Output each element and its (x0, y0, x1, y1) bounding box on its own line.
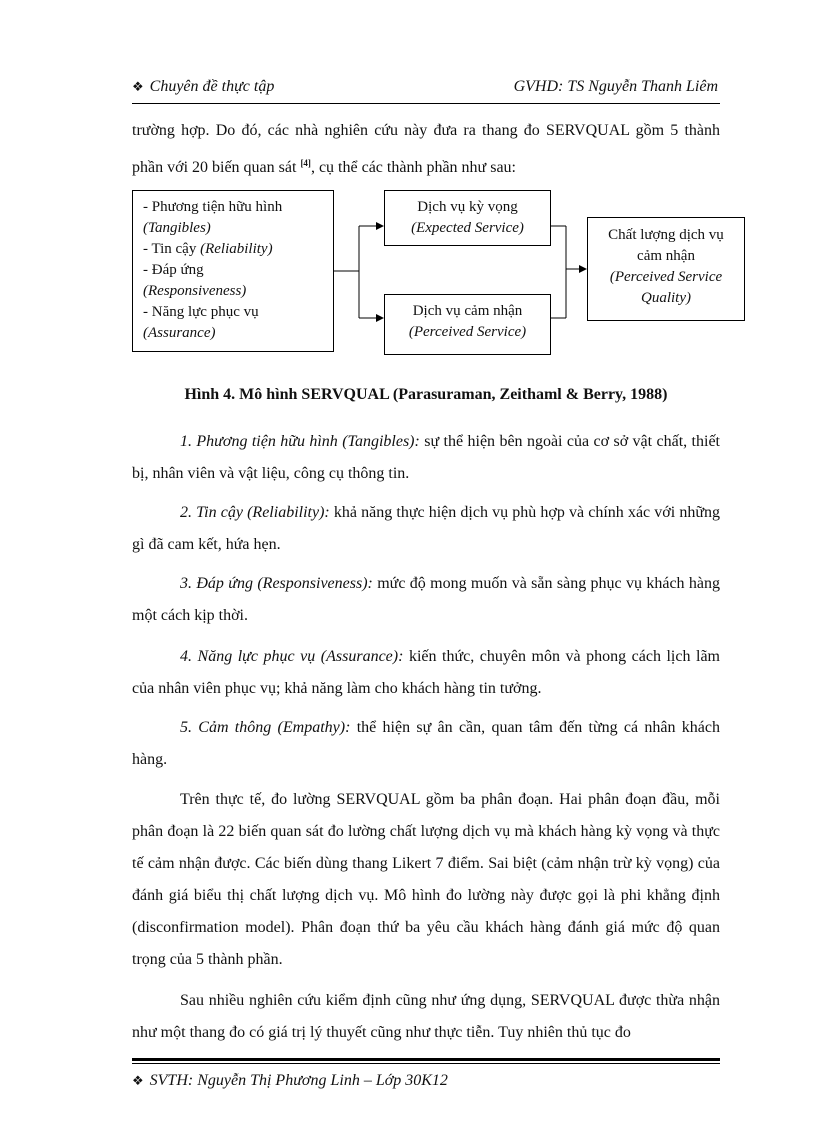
list-item (132, 641, 720, 705)
dimension-responsiveness: - Đáp ứng (143, 262, 204, 278)
perceived-service-subtitle: (Perceived Service) (408, 324, 527, 340)
item-label: 5. Cảm thông (Empathy): (180, 719, 351, 736)
item-label: 1. Phương tiện hữu hình (Tangibles): (180, 433, 420, 450)
header-left (132, 78, 274, 96)
item-text: kiến thức, chuyên môn và phong cách lịch lãm của nhân viên phục vụ; khả năng làm cho khách hàng tin tưởng. (132, 648, 720, 697)
footer-rule-thick (132, 1058, 720, 1061)
expected-service-title: Dịch vụ kỳ vọng (417, 199, 518, 215)
quality-line1: Chất lượng dịch vụ (608, 227, 724, 243)
dimension-assurance: - Năng lực phục vụ (143, 304, 259, 320)
page-header (132, 76, 720, 100)
item-label: 3. Đáp ứng (Responsiveness): (180, 575, 373, 592)
intro-text-after: , cụ thể các thành phần như sau: (310, 159, 516, 176)
header-rule (132, 103, 720, 104)
dimension-responsiveness-en: (Responsiveness) (143, 283, 247, 299)
page-footer (132, 1072, 448, 1090)
diamond-bullet-icon: ❖ (132, 79, 144, 94)
list-item (132, 426, 720, 490)
intro-paragraph (132, 115, 720, 184)
diamond-bullet-icon: ❖ (132, 1073, 144, 1088)
perceived-quality-box (587, 217, 745, 321)
item-text: sự thể hiện bên ngoài của cơ sở vật chất, thiết bị, nhân viên và vật liệu, công cụ thông tin. (132, 433, 720, 482)
list-item (132, 712, 720, 776)
item-text: thể hiện sự ân cần, quan tâm đến từng cá nhân khách hàng. (132, 719, 720, 768)
item-text: khả năng thực hiện dịch vụ phù hợp và chính xác với những gì đã cam kết, hứa hẹn. (132, 504, 721, 553)
expected-service-subtitle: (Expected Service) (411, 220, 524, 236)
list-item (132, 568, 720, 632)
footer-student: SVTH: Nguyễn Thị Phương Linh – Lớp 30K12 (149, 1072, 448, 1089)
quality-line2: cảm nhận (637, 248, 695, 264)
perceived-service-title: Dịch vụ cảm nhận (412, 303, 523, 319)
item-label: 2. Tin cậy (Reliability): (180, 504, 330, 521)
footer-rule-thin (132, 1063, 720, 1064)
dimensions-box (132, 190, 334, 352)
dimension-tangibles-en: (Tangibles) (143, 220, 211, 236)
quality-line4: Quality) (641, 290, 691, 306)
item-label: 4. Năng lực phục vụ (Assurance): (180, 648, 404, 665)
header-course-title: Chuyên đề thực tập (149, 78, 275, 95)
figure-caption: Hình 4. Mô hình SERVQUAL (Parasuraman, Zeithaml & Berry, 1988) (184, 386, 668, 403)
header-supervisor: GVHD: TS Nguyễn Thanh Liêm (513, 78, 718, 95)
expected-service-box (384, 190, 551, 246)
list-item (132, 497, 720, 561)
body-paragraph-2: Sau nhiều nghiên cứu kiểm định cũng như ứng dụng, SERVQUAL được thừa nhận như một thang đo có giá trị lý thuyết cũng như thực tiễn. Tuy nhiên thủ tục đo (132, 992, 720, 1041)
intro-text: trường hợp. Do đó, các nhà nghiên cứu này đưa ra thang đo SERVQUAL gồm 5 thành phần với 20 biến quan sát (132, 122, 720, 176)
perceived-service-box (384, 294, 551, 355)
item-text: mức độ mong muốn và sẵn sàng phục vụ khách hàng một cách kịp thời. (132, 575, 720, 624)
reference-mark: [4] (300, 158, 311, 168)
dimension-assurance-en: (Assurance) (143, 325, 216, 341)
dimension-tangibles: - Phương tiện hữu hình (143, 199, 283, 215)
dimension-reliability: - Tin cậy (Reliability) (143, 241, 273, 257)
quality-line3: (Perceived Service (609, 269, 723, 285)
body-paragraph-1: Trên thực tế, đo lường SERVQUAL gồm ba phân đoạn. Hai phân đoạn đầu, mỗi phân đoạn là 22 biến quan sát đo lường chất lượng dịch vụ mà khách hàng kỳ vọng và thực tế cảm nhận được. Các biến dùng thang Likert 7 điểm. Sai biệt (cảm nhận trừ kỳ vọng) của đánh giá biểu thị chất lượng dịch vụ. Mô hình đo lường này được gọi là phi khẳng định (disconfirmation model). Phân đoạn thứ ba yêu cầu khách hàng đánh giá mức độ quan trọng của 5 thành phần. (132, 791, 720, 968)
